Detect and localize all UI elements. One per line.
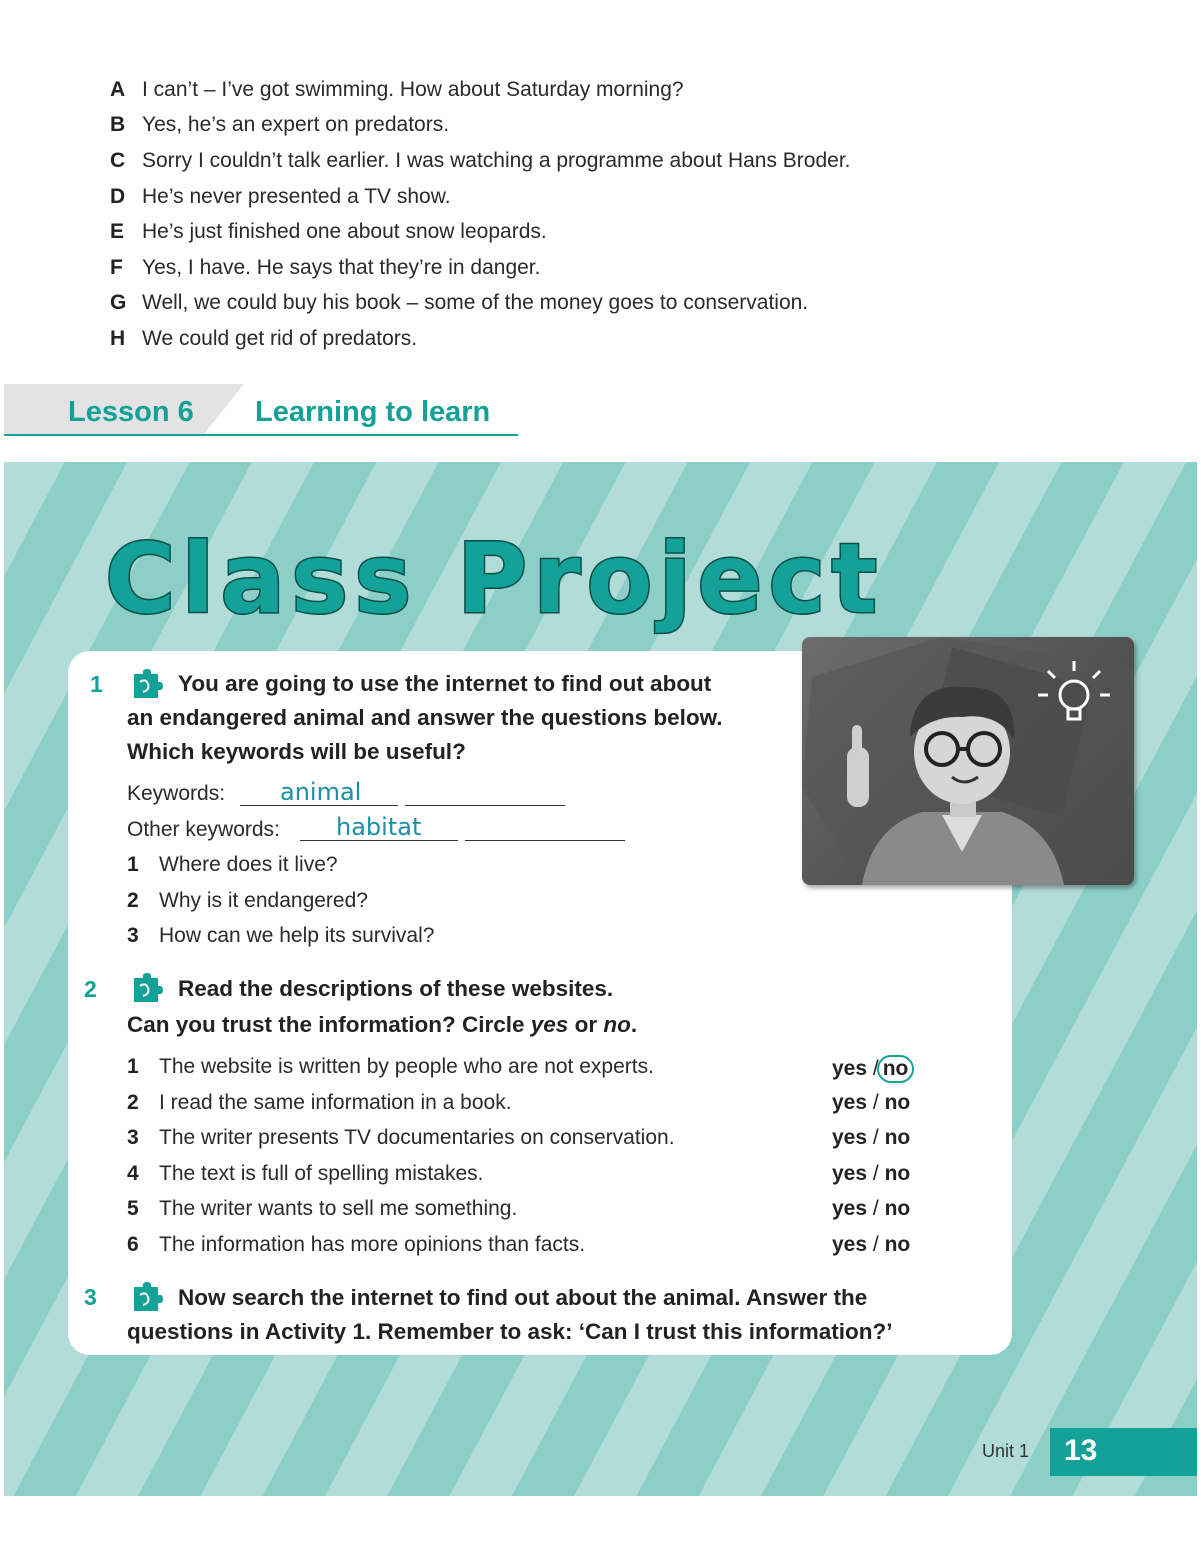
puzzle-piece-icon [128, 972, 164, 1008]
option-letter: G [110, 291, 127, 315]
question-number: 2 [127, 889, 139, 912]
yes-no-choice[interactable] [832, 1162, 910, 1186]
option-g [110, 286, 851, 322]
instruction-text: Can you trust the information? Circle [127, 1012, 531, 1037]
activity-2-number: 2 [84, 976, 97, 1002]
item-number: 3 [127, 1126, 139, 1149]
option-text: We could get rid of predators. [142, 326, 418, 350]
puzzle-piece-icon [128, 1281, 164, 1317]
keywords-answer: animal [280, 778, 362, 806]
website-item [127, 1055, 654, 1079]
website-item [127, 1233, 585, 1257]
item-text: The information has more opinions than facts. [159, 1233, 586, 1256]
question-text: Why is it endangered? [159, 889, 368, 912]
no-option-circled[interactable]: no [877, 1055, 915, 1083]
yes-option[interactable]: yes [832, 1126, 868, 1149]
no-option[interactable]: no [884, 1233, 911, 1256]
option-d [110, 179, 851, 215]
instruction-or: or [568, 1012, 604, 1037]
slash: / [872, 1233, 879, 1256]
yes-no-choice[interactable] [832, 1126, 910, 1150]
lesson-underline [4, 434, 518, 436]
other-keywords-label: Other keywords: [127, 818, 280, 841]
item-text: The text is full of spelling mistakes. [159, 1162, 484, 1185]
activity-1-question [127, 924, 434, 948]
lesson-number: Lesson 6 [68, 396, 194, 428]
yes-no-choice[interactable] [832, 1197, 910, 1221]
class-project-title [95, 512, 885, 647]
item-number: 1 [127, 1055, 139, 1078]
no-option[interactable]: no [884, 1091, 911, 1114]
website-item [127, 1091, 512, 1115]
website-item [127, 1162, 483, 1186]
option-text: He’s just finished one about snow leopards. [142, 220, 547, 244]
activity-1-instruction-line-3: Which keywords will be useful? [127, 739, 466, 764]
option-text: I can’t – I’ve got swimming. How about Saturday morning? [142, 77, 684, 101]
item-number: 4 [127, 1162, 139, 1185]
activity-2-instruction-line-1: Read the descriptions of these websites. [178, 976, 614, 1001]
instruction-no: no [603, 1012, 631, 1037]
other-keywords-blank-2[interactable] [465, 840, 625, 841]
no-option[interactable]: no [884, 1126, 911, 1149]
slash: / [872, 1162, 879, 1185]
instruction-yes: yes [530, 1012, 569, 1037]
slash: / [872, 1057, 879, 1080]
puzzle-piece-icon [128, 668, 164, 704]
option-text: Sorry I couldn’t talk earlier. I was watching a programme about Hans Broder. [142, 148, 851, 172]
yes-no-choice[interactable] [832, 1233, 910, 1257]
activity-3-number: 3 [84, 1284, 97, 1310]
option-e [110, 214, 851, 250]
keywords-label: Keywords: [127, 782, 226, 805]
slash: / [872, 1126, 879, 1149]
activity-1-question [127, 889, 368, 913]
activity-3-instruction-line-2: questions in Activity 1. Remember to ask: ‘Can I trust this information?’ [127, 1319, 893, 1344]
yes-option[interactable]: yes [832, 1233, 868, 1256]
option-text: Yes, he’s an expert on predators. [142, 113, 450, 137]
instruction-end: . [630, 1012, 638, 1037]
option-c [110, 143, 851, 179]
option-text: Well, we could buy his book – some of the money goes to conservation. [142, 291, 809, 315]
activity-1-instruction-line-1: You are going to use the internet to find out about [178, 671, 712, 696]
activity-1-question [127, 853, 338, 877]
yes-no-choice[interactable] [832, 1055, 914, 1083]
question-text: Where does it live? [159, 853, 338, 876]
yes-option[interactable]: yes [832, 1197, 868, 1220]
item-number: 2 [127, 1091, 139, 1114]
answer-options-list [110, 72, 851, 357]
option-letter: F [110, 255, 123, 279]
activity-2-instruction-line-2 [127, 1008, 637, 1042]
keywords-blank-2[interactable] [405, 805, 565, 806]
yes-no-choice[interactable] [832, 1091, 910, 1115]
lesson-tab-slant [204, 384, 244, 434]
option-letter: D [110, 184, 126, 208]
slash: / [872, 1197, 879, 1220]
question-number: 3 [127, 924, 139, 947]
item-text: I read the same information in a book. [159, 1091, 512, 1114]
option-a [110, 72, 851, 108]
page-number: 13 [1064, 1434, 1098, 1467]
lesson-title: Learning to learn [255, 396, 491, 428]
no-option[interactable]: no [884, 1162, 911, 1185]
boy-idea-photo [802, 637, 1134, 885]
item-number: 6 [127, 1233, 139, 1256]
option-letter: A [110, 77, 126, 101]
question-number: 1 [127, 853, 139, 876]
option-letter: B [110, 113, 126, 137]
other-keywords-answer: habitat [336, 813, 422, 841]
option-text: Yes, I have. He says that they’re in danger. [142, 255, 541, 279]
option-h [110, 321, 851, 357]
activity-1-number: 1 [90, 671, 103, 697]
item-text: The writer wants to sell me something. [159, 1197, 518, 1220]
slash: / [872, 1091, 879, 1114]
item-number: 5 [127, 1197, 139, 1220]
yes-option[interactable]: yes [832, 1057, 868, 1080]
class-project-title-text: Class Project [105, 523, 884, 635]
option-letter: H [110, 326, 126, 350]
lightbulb-icon [1034, 655, 1114, 735]
option-letter: E [110, 220, 125, 244]
website-item [127, 1197, 517, 1221]
activity-3-instruction-line-1: Now search the internet to find out about the animal. Answer the [178, 1285, 868, 1310]
option-b [110, 108, 851, 144]
no-option[interactable]: no [884, 1197, 911, 1220]
option-text: He’s never presented a TV show. [142, 184, 451, 208]
website-item [127, 1126, 675, 1150]
activity-1-instruction-line-2: an endangered animal and answer the questions below. [127, 705, 723, 730]
item-text: The website is written by people who are not experts. [159, 1055, 654, 1078]
item-text: The writer presents TV documentaries on conservation. [159, 1126, 675, 1149]
option-f [110, 250, 851, 286]
yes-option[interactable]: yes [832, 1091, 868, 1114]
question-text: How can we help its survival? [159, 924, 435, 947]
option-letter: C [110, 148, 126, 172]
unit-label: Unit 1 [982, 1441, 1030, 1461]
yes-option[interactable]: yes [832, 1162, 868, 1185]
